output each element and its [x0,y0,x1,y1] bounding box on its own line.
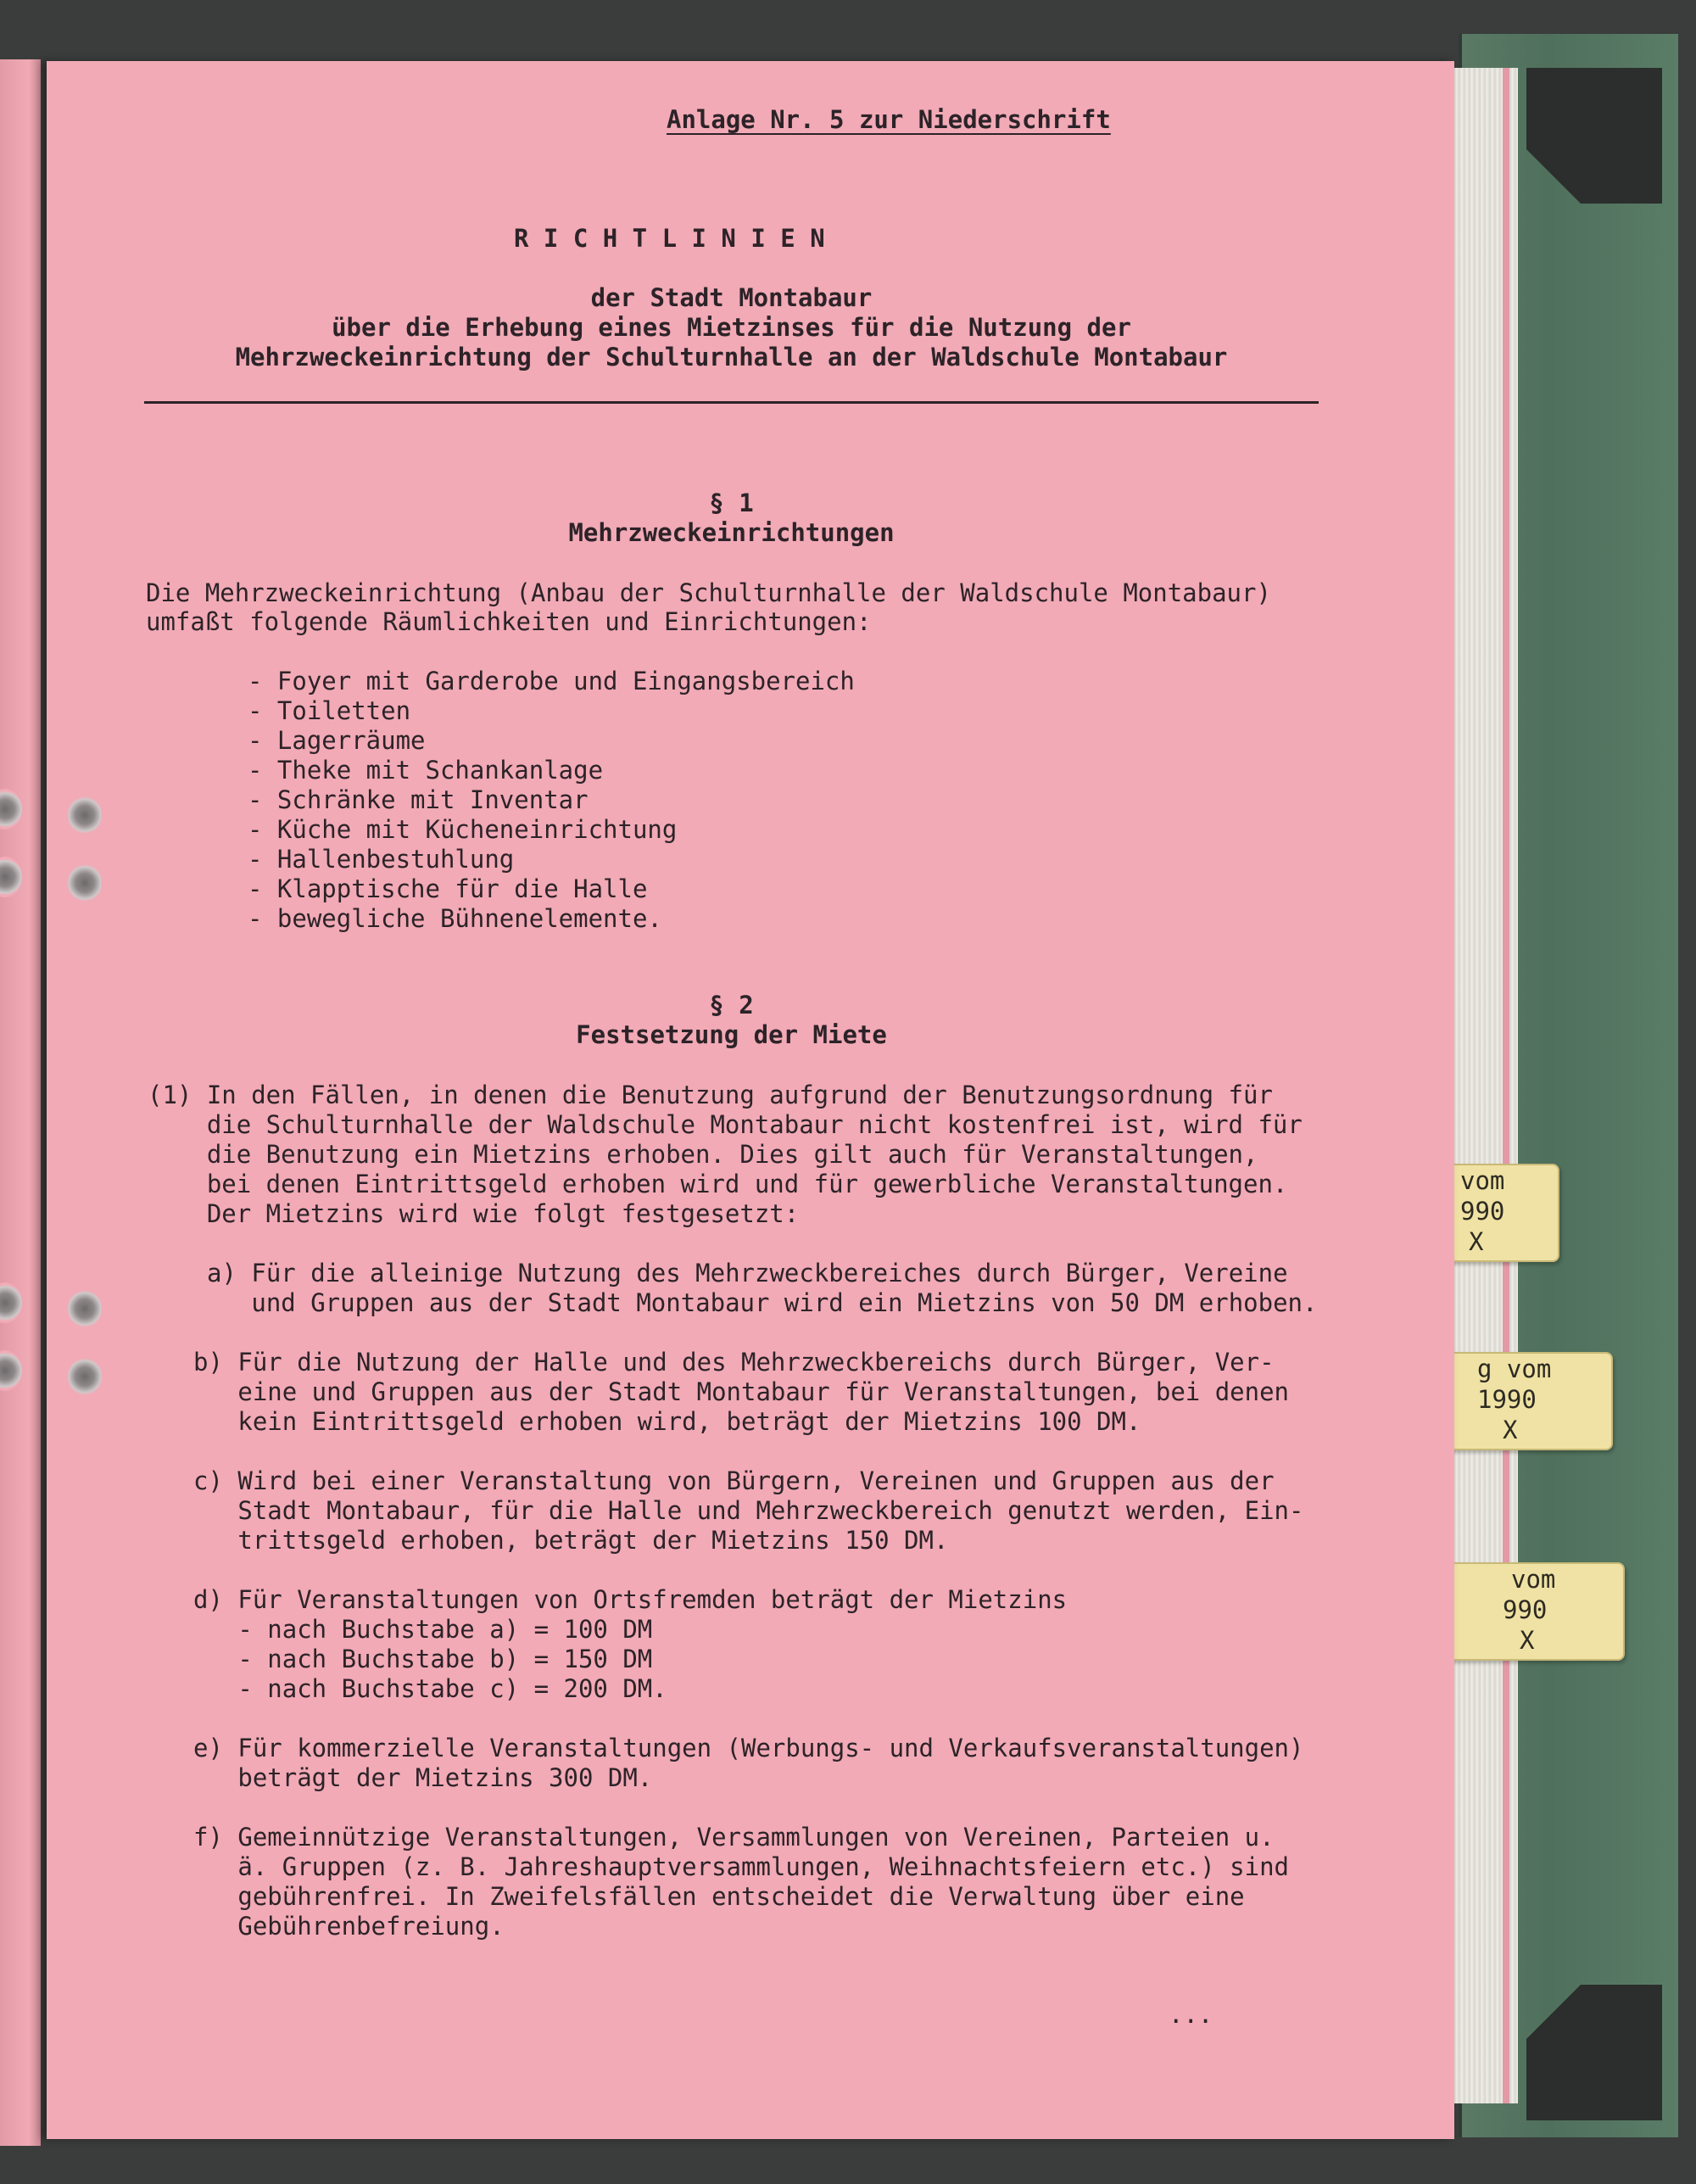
clause-f-line: Gebührenbefreiung. [193,1912,505,1941]
clause-d-line: - nach Buchstabe b) = 150 DM [193,1645,653,1673]
clause-c-line: Stadt Montabaur, für die Halle und Mehrzweckbereich genutzt werden, Ein- [193,1496,1304,1525]
paragraph-line: (1) In den Fällen, in denen die Benutzung aufgrund der Benutzungsordnung für [148,1081,1273,1109]
section-heading: Festsetzung der Miete [576,1020,887,1049]
tab-text-line: g vom [1477,1355,1552,1383]
facility-list-item: - Theke mit Schankanlage [248,756,604,785]
punch-hole [68,1356,102,1397]
clause-f-line: ä. Gruppen (z. B. Jahreshauptversammlungen, Weihnachtsfeiern etc.) sind [193,1852,1290,1881]
clause-f-line: gebührenfrei. In Zweifelsfällen entscheidet die Verwaltung über eine [193,1882,1245,1911]
annex-header: Anlage Nr. 5 zur Niederschrift [667,105,1111,134]
clause-e-line: e) Für kommerzielle Veranstaltungen (Werbungs- und Verkaufsveranstaltungen) [193,1734,1304,1762]
left-facing-page [0,59,41,2146]
facility-list-item: - Klapptische für die Halle [248,874,648,903]
punch-hole [68,863,102,903]
facility-list-item: - Schränke mit Inventar [248,785,589,814]
clause-b-line: kein Eintrittsgeld erhoben wird, beträgt der Mietzins 100 DM. [193,1407,1141,1436]
clause-d-line: - nach Buchstabe a) = 100 DM [193,1615,653,1644]
tab-text-line: 1990 [1477,1385,1537,1414]
paragraph-line: Der Mietzins wird wie folgt festgesetzt: [148,1199,800,1228]
tab-text-line: vom [1460,1166,1505,1195]
facility-list-item: - Hallenbestuhlung [248,845,515,874]
punch-hole [68,1288,102,1329]
tab-text-line: X [1520,1626,1535,1655]
facility-list-item: - Lagerräume [248,726,426,755]
clause-d-line: d) Für Veranstaltungen von Ortsfremden beträgt der Mietzins [193,1585,1068,1614]
clause-b-line: eine und Gruppen aus der Stadt Montabaur für Veranstaltungen, bei denen [193,1377,1290,1406]
pink-page-edge [1503,68,1509,2103]
paragraph-line: die Schulturnhalle der Waldschule Montabaur nicht kostenfrei ist, wird für [148,1110,1303,1139]
tab-text-line: X [1469,1227,1484,1256]
clause-f-line: f) Gemeinnützige Veranstaltungen, Versammlungen von Vereinen, Parteien u. [193,1823,1275,1852]
clause-a-line: a) Für die alleinige Nutzung des Mehrzweckbereiches durch Bürger, Vereine [207,1259,1288,1287]
clause-a-line: und Gruppen aus der Stadt Montabaur wird ein Mietzins von 50 DM erhoben. [207,1288,1318,1317]
document-title: R I C H T L I N I E N [514,224,825,253]
clause-d-line: - nach Buchstabe c) = 200 DM. [193,1674,667,1703]
section1-intro-line: umfaßt folgende Räumlichkeiten und Einrichtungen: [146,607,872,636]
title-line: der Stadt Montabaur [590,283,873,312]
tab-text-line: 990 [1503,1595,1548,1624]
facility-list-item: - bewegliche Bühnenelemente. [248,904,662,933]
section-number: § 1 [709,489,754,517]
clause-c-line: c) Wird bei einer Veranstaltung von Bürgern, Vereinen und Gruppen aus der [193,1466,1275,1495]
tab-text-line: X [1503,1416,1518,1444]
clause-e-line: beträgt der Mietzins 300 DM. [193,1763,653,1792]
clause-b-line: b) Für die Nutzung der Halle und des Mehrzweckbereichs durch Bürger, Ver- [193,1348,1275,1377]
continuation-mark: ... [1169,2000,1213,2029]
title-line: Mehrzweckeinrichtung der Schulturnhalle an der Waldschule Montabaur [235,343,1228,371]
clause-c-line: trittsgeld erhoben, beträgt der Mietzins 150 DM. [193,1526,949,1555]
tab-text-line: 990 [1460,1197,1505,1226]
paragraph-line: die Benutzung ein Mietzins erhoben. Dies gilt auch für Veranstaltungen, [148,1140,1258,1169]
section1-intro-line: Die Mehrzweckeinrichtung (Anbau der Schulturnhalle der Waldschule Montabaur) [146,578,1271,607]
paragraph-line: bei denen Eintrittsgeld erhoben wird und für gewerbliche Veranstaltungen. [148,1170,1288,1198]
facility-list-item: - Küche mit Kücheneinrichtung [248,815,678,844]
tab-text-line: vom [1511,1565,1556,1594]
facility-list-item: - Toiletten [248,696,411,725]
facility-list-item: - Foyer mit Garderobe und Eingangsbereich [248,667,855,695]
title-line: über die Erhebung eines Mietzinses für die Nutzung der [332,313,1131,342]
section-number: § 2 [709,991,754,1019]
section-heading: Mehrzweckeinrichtungen [568,518,895,547]
punch-hole [68,795,102,835]
title-rule [144,401,1319,404]
